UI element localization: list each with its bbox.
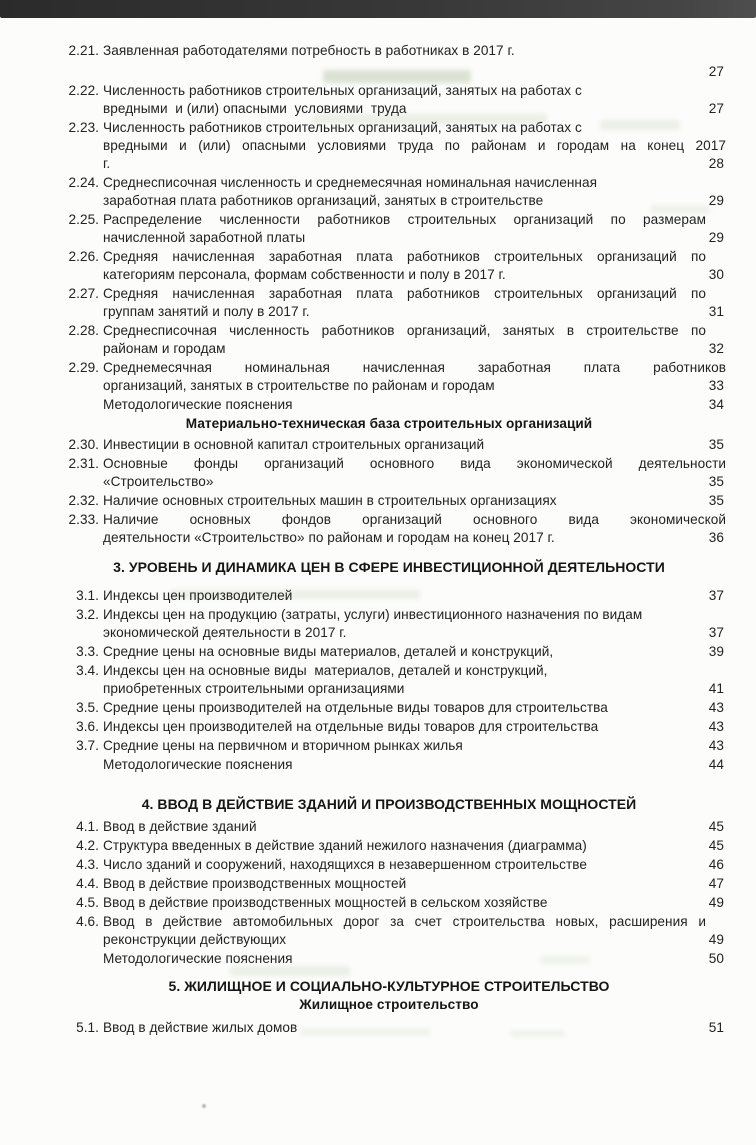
toc-entry	[66, 894, 726, 912]
toc-entry-line: реконструкции действующих	[103, 932, 287, 947]
toc-entry-line: Индексы цен на продукцию (затраты, услуги) инвестиционного назначения по видам	[103, 607, 643, 622]
toc-entry-text	[66, 699, 726, 717]
toc-entry-line: вредными и (или) опасными условиями труда	[103, 101, 407, 116]
toc-entry-line: заработная плата работников организаций, занятых в строительстве	[103, 193, 544, 208]
toc-entry-number: 2.23.	[68, 120, 99, 135]
toc-entry-number: 2.21.	[68, 43, 99, 58]
toc-page-number: 33	[708, 378, 724, 393]
toc-entry-line: Средняя начисленная заработная плата работников строительных организаций по	[103, 286, 706, 301]
toc-page-number: 41	[708, 681, 724, 696]
toc-page-number: 28	[708, 156, 724, 171]
toc-entry	[66, 511, 726, 547]
toc-entry-number: 4.5.	[76, 895, 99, 910]
toc-entry-number: 3.1.	[76, 588, 99, 603]
toc-entry-text	[66, 511, 726, 547]
toc-entry-number: 2.32.	[68, 493, 99, 508]
toc-entry-line: Средние цены на первичном и вторичном рынках жилья	[103, 738, 463, 753]
toc-entry-text	[66, 322, 726, 358]
toc-section	[66, 42, 726, 414]
toc-entry-number: 2.30.	[68, 437, 99, 452]
toc-entry	[66, 1019, 726, 1037]
toc-entry-number: 2.24.	[68, 175, 99, 190]
toc-entry-line: Среднесписочная численность и среднемесячная номинальная начисленная	[103, 175, 598, 190]
toc-entry-text	[66, 455, 726, 491]
toc-entry	[66, 950, 726, 968]
toc-page-number: 29	[708, 193, 724, 208]
toc-entry	[66, 82, 726, 118]
toc-entry	[66, 587, 726, 605]
toc-entry-number: 3.7.	[76, 738, 99, 753]
toc-page-number: 35	[708, 474, 724, 489]
toc-entry-line: экономической деятельности в 2017 г.	[103, 625, 347, 640]
toc-entry-number: 4.2.	[76, 838, 99, 853]
toc-entry-text	[66, 756, 726, 774]
toc-page-number: 43	[708, 738, 724, 753]
toc-entry-number: 4.6.	[76, 914, 99, 929]
toc-entry-line: Индексы цен производителей	[103, 588, 293, 603]
toc-entry-text	[66, 42, 726, 60]
toc-entry-line: г.	[103, 156, 111, 171]
toc-entry-text	[66, 587, 726, 605]
toc-entry	[66, 119, 726, 173]
toc-entry	[66, 756, 726, 774]
toc-entry	[66, 211, 726, 247]
toc-section	[66, 557, 726, 774]
toc-page-number: 34	[708, 397, 724, 412]
toc-page-number: 43	[708, 700, 724, 715]
toc-entry	[66, 248, 726, 284]
toc-page-number: 49	[708, 895, 724, 910]
toc-section	[66, 976, 726, 1037]
toc-page-number: 27	[708, 64, 724, 79]
toc-entry-number: 2.22.	[68, 83, 99, 98]
toc-entry-number: 3.2.	[76, 607, 99, 622]
toc-entry-line: Методологические пояснения	[103, 397, 293, 412]
toc-page-number: 50	[708, 951, 724, 966]
toc-entry	[66, 174, 726, 210]
toc-entry-line: Наличие основных строительных машин в строительных организациях	[103, 493, 557, 508]
toc-entry-text	[66, 436, 726, 454]
toc-entry	[66, 606, 726, 642]
toc-entry-text	[66, 818, 726, 836]
toc-entry-text	[66, 119, 726, 173]
toc-entry-text	[66, 606, 726, 642]
table-of-contents	[66, 42, 726, 1038]
toc-entry-line: Ввод в действие автомобильных дорог за счет строительства новых, расширения и	[103, 914, 706, 929]
toc-entry-text	[66, 718, 726, 736]
toc-page-number: 32	[708, 341, 724, 356]
toc-entry-number: 3.4.	[76, 663, 99, 678]
toc-page-number: 43	[708, 719, 724, 734]
toc-entry-line: начисленной заработной платы	[103, 230, 306, 245]
toc-entry-line: районам и городам	[103, 341, 226, 356]
toc-entry-line: вредными и (или) опасными условиями труда по районам и городам на конец 2017	[103, 138, 726, 153]
scan-edge-artifact	[0, 0, 756, 18]
toc-entry-line: Заявленная работодателями потребность в работниках в 2017 г.	[103, 43, 515, 58]
toc-page-number: 51	[708, 1020, 724, 1035]
toc-entry	[66, 396, 726, 414]
toc-page-number: 46	[708, 857, 724, 872]
toc-entry-text	[66, 894, 726, 912]
toc-entry-line: Ввод в действие производственных мощностей	[103, 876, 407, 891]
toc-page-number: 49	[708, 932, 724, 947]
toc-entry-text	[66, 837, 726, 855]
toc-entry-number: 2.25.	[68, 212, 99, 227]
toc-entry	[66, 359, 726, 395]
toc-entry-number: 4.4.	[76, 876, 99, 891]
toc-entry-text	[66, 174, 726, 210]
toc-entry-line: деятельности «Строительство» по районам и городам на конец 2017 г.	[103, 530, 555, 545]
toc-page-number: 45	[708, 838, 724, 853]
toc-entry-line: Число зданий и сооружений, находящихся в незавершенном строительстве	[103, 857, 587, 872]
toc-entry-line: организаций, занятых в строительстве по районам и городам	[103, 378, 495, 393]
toc-entry-text	[66, 359, 726, 395]
toc-entry-line: Наличие основных фондов организаций основного вида экономической	[103, 512, 726, 527]
toc-entry	[66, 455, 726, 491]
toc-entry-number: 3.3.	[76, 644, 99, 659]
section-heading: 4. ВВОД В ДЕЙСТВИЕ ЗДАНИЙ И ПРОИЗВОДСТВЕННЫХ МОЩНОСТЕЙ	[141, 796, 637, 812]
toc-entry	[66, 856, 726, 874]
toc-entry	[66, 42, 726, 81]
toc-entry-line: Инвестиции в основной капитал строительных организаций	[103, 437, 485, 452]
toc-page-number: 30	[708, 267, 724, 282]
toc-page-number: 31	[708, 304, 724, 319]
toc-entry-line: Распределение численности работников строительных организаций по размерам	[103, 212, 706, 227]
toc-entry-number: 5.1.	[76, 1020, 99, 1035]
toc-entry-line: Численность работников строительных организаций, занятых на работах с	[103, 83, 582, 98]
toc-page-number: 35	[708, 493, 724, 508]
toc-entry-line: группам занятий и полу в 2017 г.	[103, 304, 310, 319]
scan-speck	[202, 1104, 206, 1108]
toc-entry-line: Ввод в действие жилых домов	[103, 1020, 298, 1035]
toc-entry-line: Ввод в действие производственных мощностей в сельском хозяйстве	[103, 895, 548, 910]
section-subheading: Жилищное строительство	[299, 997, 479, 1012]
toc-entry-number: 2.31.	[68, 456, 99, 471]
toc-entry-number: 3.5.	[76, 700, 99, 715]
toc-page-number: 36	[708, 530, 724, 545]
toc-entry-line: Индексы цен производителей на отдельные виды товаров для строительства	[103, 719, 599, 734]
toc-entry-text	[66, 856, 726, 874]
toc-entry	[66, 818, 726, 836]
toc-page-number: 45	[708, 819, 724, 834]
section-heading: 3. УРОВЕНЬ И ДИНАМИКА ЦЕН В СФЕРЕ ИНВЕСТИЦИОННОЙ ДЕЯТЕЛЬНОСТИ	[113, 559, 665, 575]
toc-entry	[66, 322, 726, 358]
section-subheading: Материально-техническая база строительных организаций	[185, 416, 593, 431]
toc-entry-line: Ввод в действие зданий	[103, 819, 257, 834]
toc-entry	[66, 492, 726, 510]
toc-entry	[66, 285, 726, 321]
toc-entry-text	[66, 285, 726, 321]
toc-entry	[66, 737, 726, 755]
toc-page-number: 29	[708, 230, 724, 245]
toc-page-number: 27	[708, 101, 724, 116]
toc-entry-text	[66, 1019, 726, 1037]
toc-entry	[66, 718, 726, 736]
toc-entry-number: 4.1.	[76, 819, 99, 834]
toc-section	[66, 794, 726, 968]
toc-entry-number: 2.27.	[68, 286, 99, 301]
toc-entry	[66, 699, 726, 717]
toc-entry	[66, 436, 726, 454]
toc-entry-text	[66, 396, 726, 414]
toc-entry	[66, 662, 726, 698]
toc-entry-text	[66, 875, 726, 893]
toc-page-number: 39	[708, 644, 724, 659]
toc-entry-line: категориям персонала, формам собственности и полу в 2017 г.	[103, 267, 506, 282]
toc-entry-text	[66, 662, 726, 698]
toc-entry-line: Средняя начисленная заработная плата работников строительных организаций по	[103, 249, 706, 264]
toc-page-number: 44	[708, 757, 724, 772]
toc-page-number: 47	[708, 876, 724, 891]
toc-entry-line: Структура введенных в действие зданий нежилого назначения (диаграмма)	[103, 838, 587, 853]
toc-entry-line: «Строительство»	[103, 474, 214, 489]
toc-entry-text	[66, 492, 726, 510]
toc-entry-text	[66, 950, 726, 968]
toc-entry-text	[66, 737, 726, 755]
toc-entry-line: Численность работников строительных организаций, занятых на работах с	[103, 120, 582, 135]
toc-entry-line: Методологические пояснения	[103, 757, 293, 772]
toc-entry-number: 3.6.	[76, 719, 99, 734]
toc-entry-line: Основные фонды организаций основного вида экономической деятельности	[103, 456, 726, 471]
toc-page-number: 37	[708, 625, 724, 640]
toc-entry-text	[66, 248, 726, 284]
toc-entry-number: 2.28.	[68, 323, 99, 338]
toc-entry-line: приобретенных строительными организациями	[103, 681, 405, 696]
toc-section	[66, 415, 726, 547]
toc-entry-text	[66, 82, 726, 118]
toc-entry-line: Средние цены на основные виды материалов, деталей и конструкций,	[103, 644, 554, 659]
toc-entry	[66, 875, 726, 893]
toc-entry-text	[66, 211, 726, 247]
toc-entry-line: Среднесписочная численность работников организаций, занятых в строительстве по	[103, 323, 706, 338]
toc-entry-number: 2.26.	[68, 249, 99, 264]
toc-entry-number: 2.29.	[68, 360, 99, 375]
toc-entry-line: Средние цены производителей на отдельные виды товаров для строительства	[103, 700, 608, 715]
toc-entry-number: 4.3.	[76, 857, 99, 872]
toc-entry	[66, 837, 726, 855]
toc-page-number: 35	[708, 437, 724, 452]
toc-entry-line: Методологические пояснения	[103, 951, 293, 966]
toc-entry-line: Индексы цен на основные виды материалов, деталей и конструкций,	[103, 663, 548, 678]
toc-entry-text	[66, 643, 726, 661]
toc-entry-number: 2.33.	[68, 512, 99, 527]
toc-entry	[66, 643, 726, 661]
toc-entry-line: Среднемесячная номинальная начисленная заработная плата работников	[103, 360, 726, 375]
toc-entry	[66, 913, 726, 949]
toc-page-number: 37	[708, 588, 724, 603]
toc-entry-text	[66, 913, 726, 949]
section-heading: 5. ЖИЛИЩНОЕ И СОЦИАЛЬНО-КУЛЬТУРНОЕ СТРОИТЕЛЬСТВО	[168, 978, 610, 994]
